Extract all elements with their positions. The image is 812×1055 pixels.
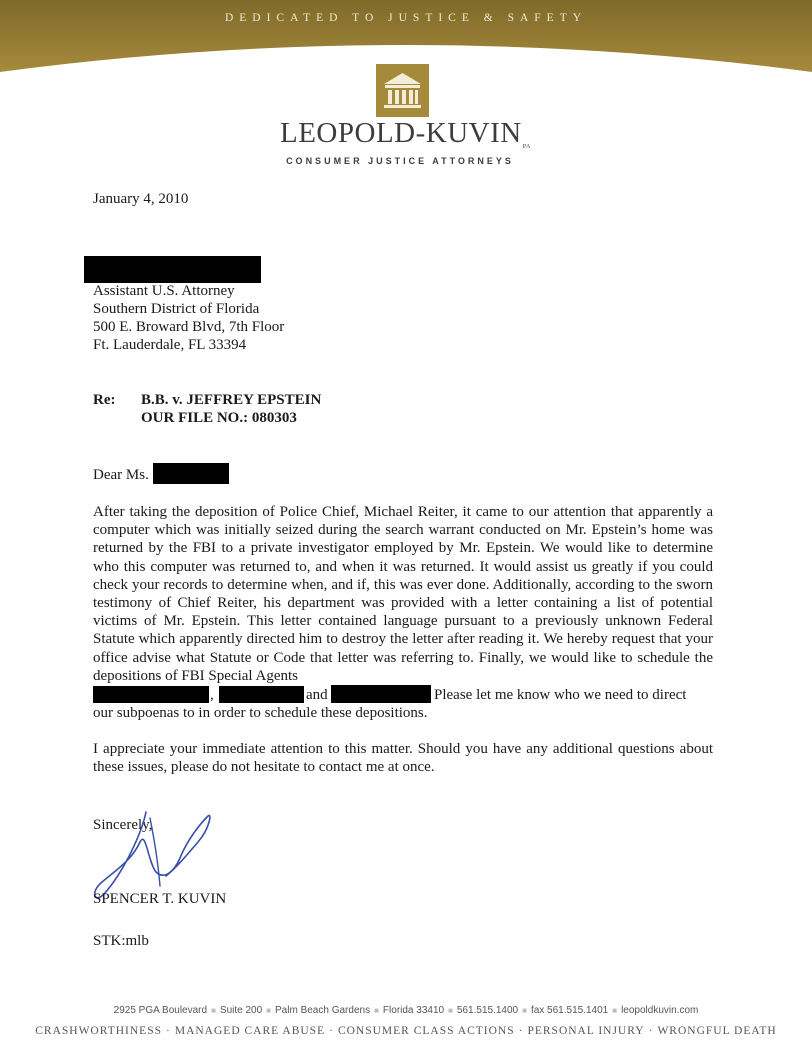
- service-item: MANAGED CARE ABUSE: [174, 1025, 326, 1037]
- recipient-line: 500 E. Broward Blvd, 7th Floor: [93, 319, 285, 335]
- footer-street: 2925 PGA Boulevard: [113, 1005, 208, 1016]
- service-item: WRONGFUL DEATH: [657, 1025, 777, 1037]
- body-paragraph-1-last: our subpoenas to in order to schedule these depositions.: [93, 705, 428, 721]
- service-item: CONSUMER CLASS ACTIONS: [337, 1025, 515, 1037]
- letterhead-tagline: DEDICATED TO JUSTICE & SAFETY: [224, 12, 588, 24]
- redaction-salutation-name: [153, 463, 229, 484]
- recipient-line: Assistant U.S. Attorney: [93, 283, 235, 299]
- body-paragraph-1: After taking the deposition of Police Chief, Michael Reiter, it came to our attention that apparently a computer which was initially seized during the search warrant conducted on Mr. Epstein’s home was returned by the FBI to a private investigator employed by Mr. Epstein. We would like to determine who this computer was returned to, and when it was returned. It would assist us greatly if you could check your records to determine when, and if, this was ever done. Additionally, according to the sworn testimony of Chief Reiter, his department was provided with a letter containing a list of potential victims of Mr. Epstein. This letter contained language pursuant to a previously unknown Federal Statute which apparently directed him to destroy the letter after reading it. We hereby request that your office advise what Statute or Code that letter was referring to. Finally, we would like to schedule the depositions of FBI Special Agents: [93, 504, 713, 684]
- recipient-line: Southern District of Florida: [93, 301, 260, 317]
- footer-state-zip: Florida 33410: [382, 1005, 445, 1016]
- recipient-line: Ft. Lauderdale, FL 33394: [93, 337, 247, 353]
- footer-fax: fax 561.515.1401: [530, 1005, 609, 1016]
- letter-date: January 4, 2010: [93, 191, 189, 207]
- re-label: Re:: [93, 392, 116, 408]
- firm-name: [280, 117, 531, 150]
- firm-subtitle: CONSUMER JUSTICE ATTORNEYS: [286, 156, 514, 166]
- typist-initials: STK:mlb: [93, 933, 149, 949]
- redaction-agent-2: [219, 686, 304, 703]
- footer-city: Palm Beach Gardens: [275, 1005, 371, 1016]
- re-case-title: B.B. v. JEFFREY EPSTEIN: [141, 392, 322, 408]
- service-item: CRASHWORTHINESS: [35, 1025, 162, 1037]
- redaction-agent-3: [331, 685, 431, 703]
- footer-address: 2925 PGA Boulevard ■ Suite 200 ■ Palm Beach Gardens ■ Florida 33410 ■ 561.515.1400 ■ fax 561.515.1401 ■ leopoldkuvin.com: [113, 1005, 699, 1016]
- footer-suite: Suite 200: [219, 1005, 263, 1016]
- footer-website: leopoldkuvin.com: [621, 1005, 699, 1016]
- re-file-number: OUR FILE NO.: 080303: [141, 410, 297, 426]
- firm-name-text: LEOPOLD-KUVIN: [280, 117, 522, 149]
- redaction-recipient-name: [84, 256, 261, 283]
- body-paragraph-2: I appreciate your immediate attention to this matter. Should you have any additional questions about these issues, please do not hesitate to contact me at once.: [93, 741, 713, 776]
- footer-services: CRASHWORTHINESS · MANAGED CARE ABUSE · CONSUMER CLASS ACTIONS · PERSONAL INJURY · WRONGFUL DEATH: [35, 1025, 777, 1037]
- courthouse-icon: [376, 64, 429, 117]
- firm-suffix: PA: [522, 144, 531, 150]
- salutation: Dear Ms.: [93, 467, 149, 483]
- closing: Sincerely,: [93, 817, 153, 833]
- signer-name: SPENCER T. KUVIN: [93, 891, 227, 907]
- agents-and: and: [306, 687, 328, 703]
- body-paragraph-1-tail: Please let me know who we need to direct: [434, 687, 687, 703]
- service-item: PERSONAL INJURY: [527, 1025, 645, 1037]
- redaction-agent-1: [93, 686, 209, 703]
- footer-phone: 561.515.1400: [456, 1005, 519, 1016]
- agents-comma: ,: [210, 687, 214, 703]
